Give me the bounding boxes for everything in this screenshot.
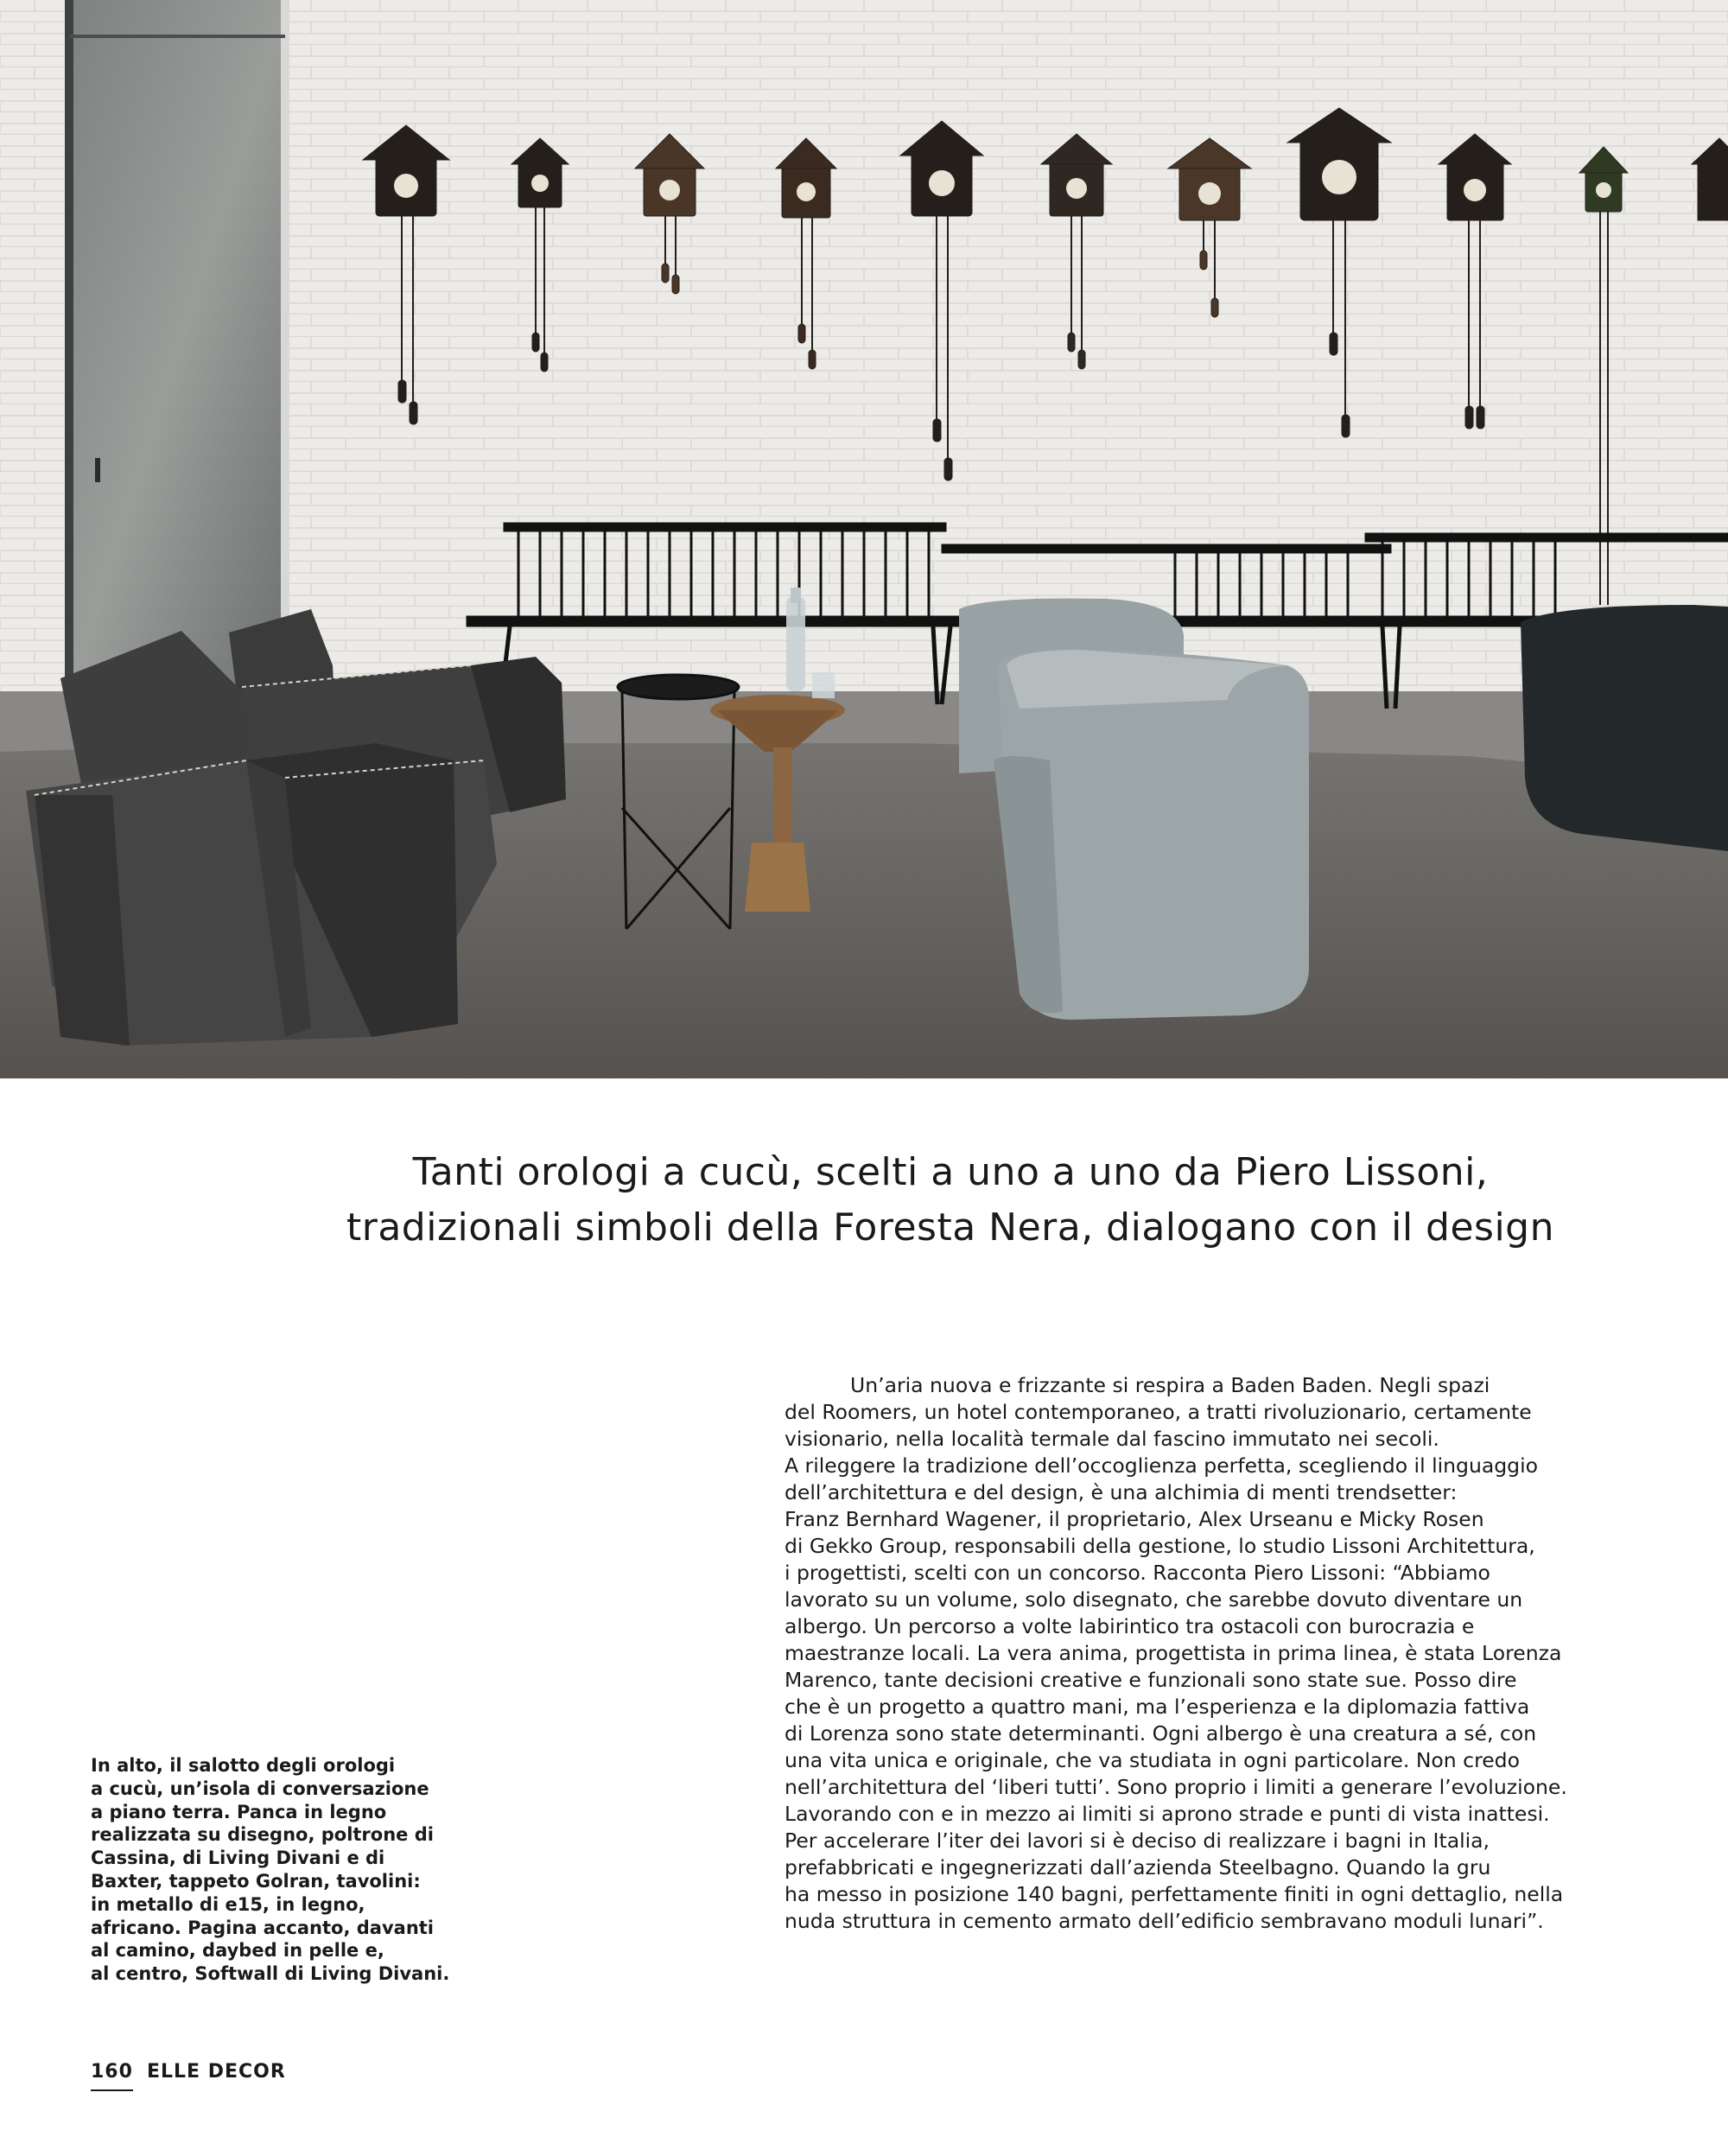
body-line: Franz Bernhard Wagener, il proprietario, Alex Urseanu e Micky Rosen	[785, 1507, 1484, 1531]
photo-caption	[91, 1754, 454, 1986]
body-line: ha messo in posizione 140 bagni, perfettamente finiti in ogni dettaglio, nella	[785, 1882, 1564, 1906]
body-line: Lavorando con e in mezzo ai limiti si aprono strade e punti di vista inattesi.	[785, 1802, 1550, 1826]
body-line: nuda struttura in cemento armato dell’edificio sembravano moduli lunari”.	[785, 1909, 1544, 1933]
body-line: visionario, nella località termale dal fascino immutato nei secoli.	[785, 1427, 1439, 1451]
body-line: Per accelerare l’iter dei lavori si è deciso di realizzare i bagni in Italia,	[785, 1828, 1490, 1853]
caption-line: Cassina, di Living Divani e di	[91, 1848, 385, 1869]
caption-line: in metallo di e15, in legno,	[91, 1893, 365, 1915]
stone-door	[65, 0, 289, 709]
body-line: maestranze locali. La vera anima, progettista in prima linea, è stata Lorenza	[785, 1641, 1562, 1665]
body-line: Marenco, tante decisioni creative e funzionali sono state sue. Posso dire	[785, 1668, 1517, 1692]
body-line: dell’architettura e del design, è una alchimia di menti trendsetter:	[785, 1480, 1458, 1504]
caption-line: In alto, il salotto degli orologi	[91, 1755, 396, 1776]
page-number: 160	[91, 2061, 133, 2091]
article-body	[785, 1372, 1666, 1935]
body-line: Un’aria nuova e frizzante si respira a Baden Baden. Negli spazi	[850, 1373, 1490, 1397]
body-line: nell’architettura del ‘liberi tutti’. Sono proprio i limiti a generare l’evoluzione.	[785, 1775, 1567, 1799]
headline	[259, 1145, 1642, 1256]
caption-line: a cucù, un’isola di conversazione	[91, 1778, 429, 1799]
caption-line: al centro, Softwall di Living Divani.	[91, 1963, 450, 1985]
caption-line: africano. Pagina accanto, davanti	[91, 1917, 435, 1938]
body-line: una vita unica e originale, che va studiata in ogni particolare. Non credo	[785, 1748, 1520, 1772]
body-line: prefabbricati e ingegnerizzati dall’azienda Steelbagno. Quando la gru	[785, 1855, 1491, 1879]
body-line: i progettisti, scelti con un concorso. Racconta Piero Lissoni: “Abbiamo	[785, 1561, 1490, 1585]
body-line: di Gekko Group, responsabili della gestione, lo studio Lissoni Architettura,	[785, 1534, 1535, 1558]
magazine-name: ELLE DECOR	[146, 2061, 286, 2083]
page-footer	[91, 2061, 286, 2091]
caption-line: al camino, daybed in pelle e,	[91, 1940, 384, 1962]
caption-line: realizzata su disegno, poltrone di	[91, 1824, 434, 1846]
body-line: di Lorenza sono state determinanti. Ogni albergo è una creatura a sé, con	[785, 1721, 1537, 1746]
body-line: A rileggere la tradizione dell’occoglienza perfetta, scegliendo il linguaggio	[785, 1453, 1538, 1478]
body-line: lavorato su un volume, solo disegnato, che sarebbe dovuto diventare un	[785, 1587, 1523, 1612]
body-line: che è un progetto a quattro mani, ma l’esperienza e la diplomazia fattiva	[785, 1695, 1530, 1719]
caption-line: a piano terra. Panca in legno	[91, 1801, 387, 1822]
headline-line-2: tradizionali simboli della Foresta Nera, dialogano con il design	[346, 1205, 1554, 1250]
caption-line: Baxter, tappeto Golran, tavolini:	[91, 1870, 421, 1892]
headline-line-1: Tanti orologi a cucù, scelti a uno a uno da Piero Lissoni,	[412, 1150, 1489, 1194]
dark-sofa	[1521, 605, 1728, 851]
body-line: del Roomers, un hotel contemporaneo, a tratti rivoluzionario, certamente	[785, 1400, 1532, 1424]
body-line: albergo. Un percorso a volte labirintico tra ostacoli con burocrazia e	[785, 1614, 1475, 1638]
